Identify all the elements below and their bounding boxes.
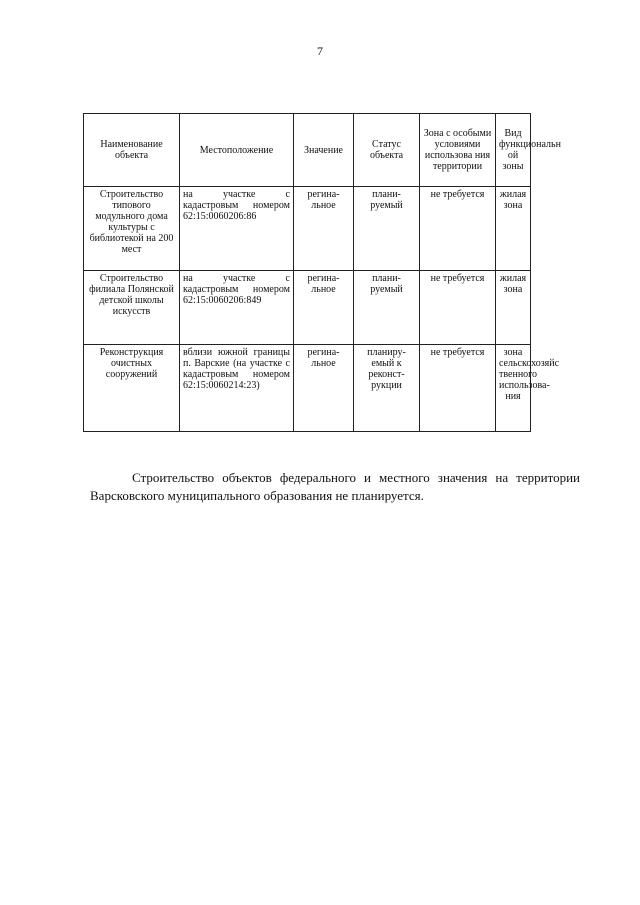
- header-functional-zone: Вид функциональн ой зоны: [496, 114, 531, 187]
- header-location: Местоположение: [180, 114, 294, 187]
- planned-objects-table: [83, 113, 561, 432]
- cell-significance: регина-льное: [294, 271, 354, 345]
- cell-object-name: Строительство типового модульного дома культуры с библиотекой на 200 мест: [84, 187, 180, 271]
- cell-special-zone: не требуется: [420, 187, 496, 271]
- table-header-row: [84, 114, 531, 187]
- cell-functional-zone: жилая зона: [496, 271, 531, 345]
- table-row: [84, 345, 531, 432]
- cell-location: на участке с кадастровым номером 62:15:0060206:849: [180, 271, 294, 345]
- cell-status: плани-руемый: [354, 187, 420, 271]
- page-number: 7: [317, 44, 323, 58]
- header-status: Статус объекта: [354, 114, 420, 187]
- header-object-name: Наименование объекта: [84, 114, 180, 187]
- cell-location: вблизи южной границы п. Варские (на участке с кадастровым номером 62:15:0060214:23): [180, 345, 294, 432]
- table-row: [84, 271, 531, 345]
- table-row: [84, 187, 531, 271]
- cell-object-name: Реконструкция очистных сооружений: [84, 345, 180, 432]
- cell-functional-zone: зона сельскохозяйс твенного использова-ния: [496, 345, 531, 432]
- body-paragraph: Строительство объектов федерального и местного значения на территории Варсковского муниципального образования не планируется.: [90, 470, 580, 503]
- cell-special-zone: не требуется: [420, 271, 496, 345]
- cell-functional-zone: жилая зона: [496, 187, 531, 271]
- cell-location: на участке с кадастровым номером 62:15:0060206:86: [180, 187, 294, 271]
- header-special-zone: Зона с особыми условиями использова ния территории: [420, 114, 496, 187]
- header-significance: Значение: [294, 114, 354, 187]
- cell-special-zone: не требуется: [420, 345, 496, 432]
- cell-significance: регина-льное: [294, 345, 354, 432]
- cell-status: планиру-емый к реконст-рукции: [354, 345, 420, 432]
- cell-significance: регина-льное: [294, 187, 354, 271]
- cell-status: плани-руемый: [354, 271, 420, 345]
- cell-object-name: Строительство филиала Полянской детской школы искусств: [84, 271, 180, 345]
